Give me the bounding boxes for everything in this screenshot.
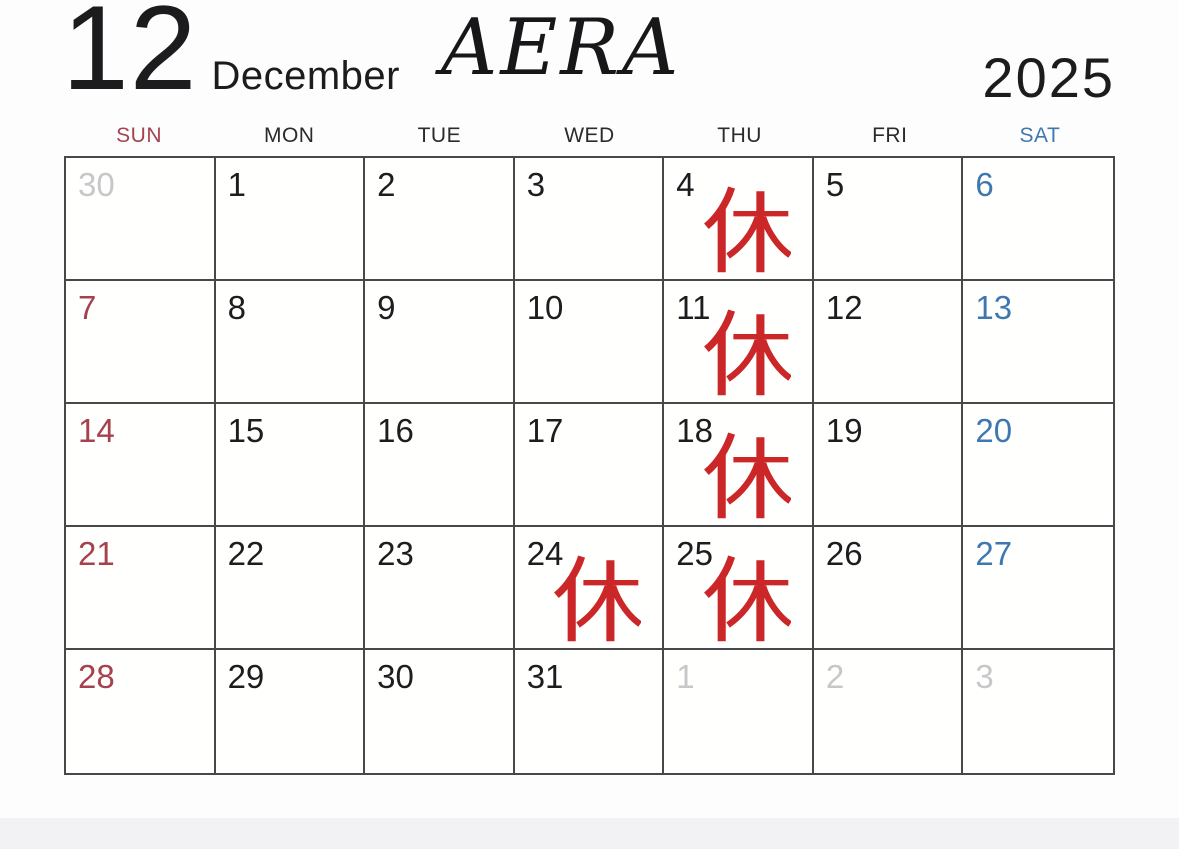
day-cell-25 [664,527,814,650]
day-number: 22 [227,535,265,572]
day-cell-13 [963,281,1113,404]
day-number: 5 [825,166,845,203]
day-cell-27 [963,527,1113,650]
weekday-label-fri: FRI [872,124,908,147]
weekday-label-thu: THU [717,124,762,147]
month-name: December [211,54,400,98]
day-cell-29 [216,650,366,773]
weekday-label-wed: WED [564,124,615,147]
day-cell-3-adjacent [963,650,1113,773]
day-cell-31 [515,650,665,773]
day-number: 30 [78,166,115,203]
day-number: 28 [78,658,115,695]
day-number: 7 [78,289,97,326]
month-header [62,0,400,115]
day-number: 23 [377,535,414,572]
day-number: 14 [78,412,115,449]
day-cell-1 [216,158,366,281]
day-cell-24 [515,527,665,650]
day-cell-30-adjacent [66,158,216,281]
day-number: 27 [975,535,1013,572]
day-cell-12 [814,281,964,404]
day-number: 8 [227,289,246,326]
closed-day-mark [701,183,791,275]
day-cell-5 [814,158,964,281]
day-cell-2 [365,158,515,281]
day-cell-2-adjacent [814,650,964,773]
day-number: 1 [227,166,246,203]
closed-day-mark [701,306,791,398]
day-number: 15 [227,412,265,449]
day-cell-22 [216,527,366,650]
day-cell-23 [365,527,515,650]
day-cell-19 [814,404,964,527]
day-number: 19 [825,412,863,449]
year-label: 2025 [982,46,1115,109]
day-cell-8 [216,281,366,404]
day-number: 11 [676,289,711,326]
day-cell-26 [814,527,964,650]
day-cell-15 [216,404,366,527]
day-cell-1-adjacent [664,650,814,773]
day-number: 13 [975,289,1013,326]
day-number: 17 [526,412,564,449]
weekday-label-sun: SUN [116,124,162,147]
day-number: 24 [526,535,564,572]
day-number: 1 [676,658,695,695]
day-cell-16 [365,404,515,527]
day-cell-3 [515,158,665,281]
day-cell-14 [66,404,216,527]
day-number: 16 [377,412,414,449]
month-number: 12 [62,0,198,115]
day-number: 20 [975,412,1013,449]
day-number: 26 [825,535,863,572]
day-cell-21 [66,527,216,650]
day-number: 6 [975,166,994,203]
day-number: 3 [526,166,546,203]
day-number: 18 [676,412,713,449]
day-cell-4 [664,158,814,281]
closed-day-mark [701,429,791,521]
weekday-label-tue: TUE [417,124,462,147]
weekday-label-sat: SAT [1019,124,1061,147]
closed-day-mark [701,552,791,644]
day-number: 12 [825,289,863,326]
day-cell-11 [664,281,814,404]
weekday-header-row [64,124,1115,148]
day-number: 21 [78,535,115,572]
day-number: 2 [377,166,396,203]
day-number: 31 [526,658,564,695]
day-number: 2 [825,658,845,695]
closed-day-mark [551,552,641,644]
day-cell-7 [66,281,216,404]
weekday-label-mon: MON [263,124,315,147]
calendar-grid [64,156,1115,775]
day-cell-9 [365,281,515,404]
day-number: 3 [975,658,994,695]
day-number: 4 [676,166,695,203]
day-cell-10 [515,281,665,404]
day-cell-6 [963,158,1113,281]
day-cell-20 [963,404,1113,527]
day-number: 9 [377,289,396,326]
day-number: 10 [526,289,564,326]
day-cell-17 [515,404,665,527]
day-number: 25 [676,535,713,572]
day-cell-28 [66,650,216,773]
footer-band [0,818,1179,849]
day-cell-30 [365,650,515,773]
brand-logo: AERA [441,3,682,93]
day-number: 29 [227,658,265,695]
day-number: 30 [377,658,414,695]
day-cell-18 [664,404,814,527]
